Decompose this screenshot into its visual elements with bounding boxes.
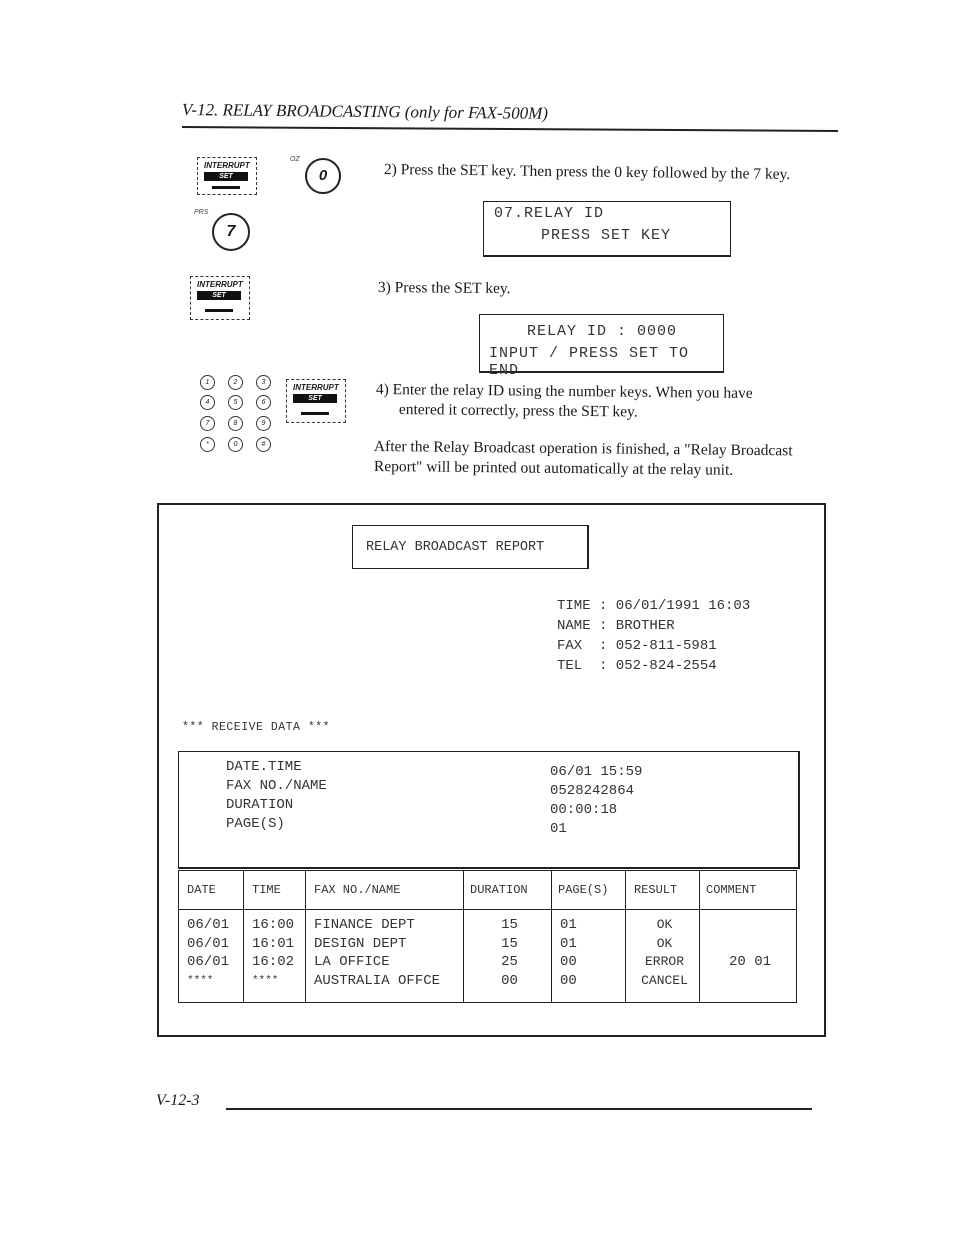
receive-values [550,763,642,839]
report-fax: FAX : 052-811-5981 [557,638,717,654]
page-title: V-12. RELAY BROADCASTING (only for FAX-500M) [181,100,549,123]
report-info [557,596,750,676]
cell-value: 15 [501,917,518,933]
table-body-row [179,910,797,1003]
keypad-key-icon: * [200,437,215,452]
cell-value: 00 [560,954,577,970]
receive-data-box [178,751,800,869]
lcd-line-1: RELAY ID : 0000 [527,323,678,340]
cell-value: **** [187,974,214,987]
cell-value: OK [656,917,673,932]
step-3-text: 3) Press the SET key. [377,278,511,298]
keypad-key-icon: 7 [200,416,215,431]
cell-value: CANCEL [641,972,688,988]
set-key-icon [190,276,250,320]
report-name: NAME : BROTHER [557,618,675,634]
column-header: RESULT [626,871,700,910]
cell-value: OK [656,935,673,951]
time-cell [244,910,306,1003]
keypad-key-icon: 6 [256,395,271,410]
cell-value: **** [252,974,279,987]
column-header: COMMENT [700,871,797,910]
keypad-key-icon: 5 [228,395,243,410]
receive-label: PAGE(S) [226,816,285,832]
cell-value: 16:00 [252,917,295,933]
column-header: FAX NO./NAME [306,871,464,910]
cell-value: 15 [501,935,518,952]
column-header: TIME [244,871,306,910]
cell-value [708,916,792,935]
cell-value: 16:02 [252,954,295,970]
set-key-icon [197,157,257,195]
lcd-display-step-3 [479,314,724,379]
lcd-line-2: INPUT / PRESS SET TO END [489,345,690,379]
set-label: SET [204,172,248,181]
key-line [212,186,240,189]
after-note-line-2: Report" will be printed out automatically at the relay unit. [373,457,734,479]
keypad-key-icon: 9 [256,416,271,431]
lcd-display-step-2 [483,201,731,257]
cell-value: 01 [560,935,577,952]
step-2-text: 2) Press the SET key. Then press the 0 key followed by the 7 key. [383,160,791,183]
cell-value: ERROR [644,954,684,969]
lcd-line-1: 07.RELAY ID [494,205,605,222]
oz-label: OZ [290,156,300,163]
receive-value: 00:00:18 [550,802,618,818]
comment-cell [700,910,797,1003]
after-note-line-1: After the Relay Broadcast operation is finished, a "Relay Broadcast [373,437,793,460]
cell-value: DESIGN DEPT [314,935,407,952]
receive-label: DATE.TIME [226,759,302,775]
column-header: DATE [179,871,244,910]
receive-value: 01 [550,821,567,837]
cell-value: FINANCE DEPT [314,917,415,933]
set-label: SET [293,394,337,403]
keypad-key-icon: 1 [200,375,215,390]
receive-value: 0528242864 [550,783,635,799]
keypad-key-icon: 0 [228,437,243,452]
page-number: V-12-3 [156,1092,200,1109]
interrupt-label: INTERRUPT [204,161,250,170]
header-rule [182,126,838,132]
fax-name-cell [306,910,464,1003]
cell-value [708,935,792,954]
interrupt-label: INTERRUPT [293,383,339,392]
receive-label: DURATION [226,797,294,813]
report-tel: TEL : 052-824-2554 [557,658,717,674]
report-time: TIME : 06/01/1991 16:03 [557,598,751,614]
key-line [301,412,329,415]
cell-value: 16:01 [252,935,295,952]
cell-value: 00 [560,972,577,989]
date-cell [179,910,244,1003]
set-label: SET [197,291,241,300]
column-header: PAGE(S) [552,871,626,910]
receive-data-heading: *** RECEIVE DATA *** [182,721,331,734]
report-title: RELAY BROADCAST REPORT [366,540,545,555]
keypad-key-icon: # [256,437,271,452]
step-4-text-line-1: 4) Enter the relay ID using the number keys. When you have [375,380,753,402]
key-line [205,309,233,312]
pages-cell [552,910,626,1003]
cell-value: LA OFFICE [314,954,390,970]
zero-key-icon: 0 [305,158,341,194]
report-title-box [352,525,589,569]
keypad-key-icon: 8 [228,416,243,431]
column-header: DURATION [464,871,552,910]
footer-rule [226,1108,812,1110]
receive-labels [226,758,327,834]
cell-value: 20 01 [728,954,771,970]
duration-cell [464,910,552,1003]
number-keypad-icon [196,375,276,457]
seven-key-icon: 7 [212,213,250,251]
lcd-line-2: PRESS SET KEY [541,227,672,244]
result-cell [626,910,700,1003]
cell-value: 06/01 [187,935,230,952]
cell-value: 01 [560,917,577,933]
table-header-row [179,871,797,910]
cell-value: 25 [501,954,518,970]
keypad-key-icon: 4 [200,395,215,410]
interrupt-label: INTERRUPT [197,280,243,289]
cell-value: 06/01 [187,954,230,970]
receive-label: FAX NO./NAME [226,778,327,794]
relay-log-table [178,870,797,1003]
cell-value: 00 [501,972,518,989]
prs-label: PRS [194,209,209,216]
keypad-key-icon: 3 [256,375,271,390]
set-key-icon [286,379,346,423]
cell-value: 06/01 [187,917,230,933]
receive-value: 06/01 15:59 [550,764,643,780]
cell-value: AUSTRALIA OFFCE [314,972,441,989]
keypad-key-icon: 2 [228,375,243,390]
step-4-text-line-2: entered it correctly, press the SET key. [398,400,638,421]
